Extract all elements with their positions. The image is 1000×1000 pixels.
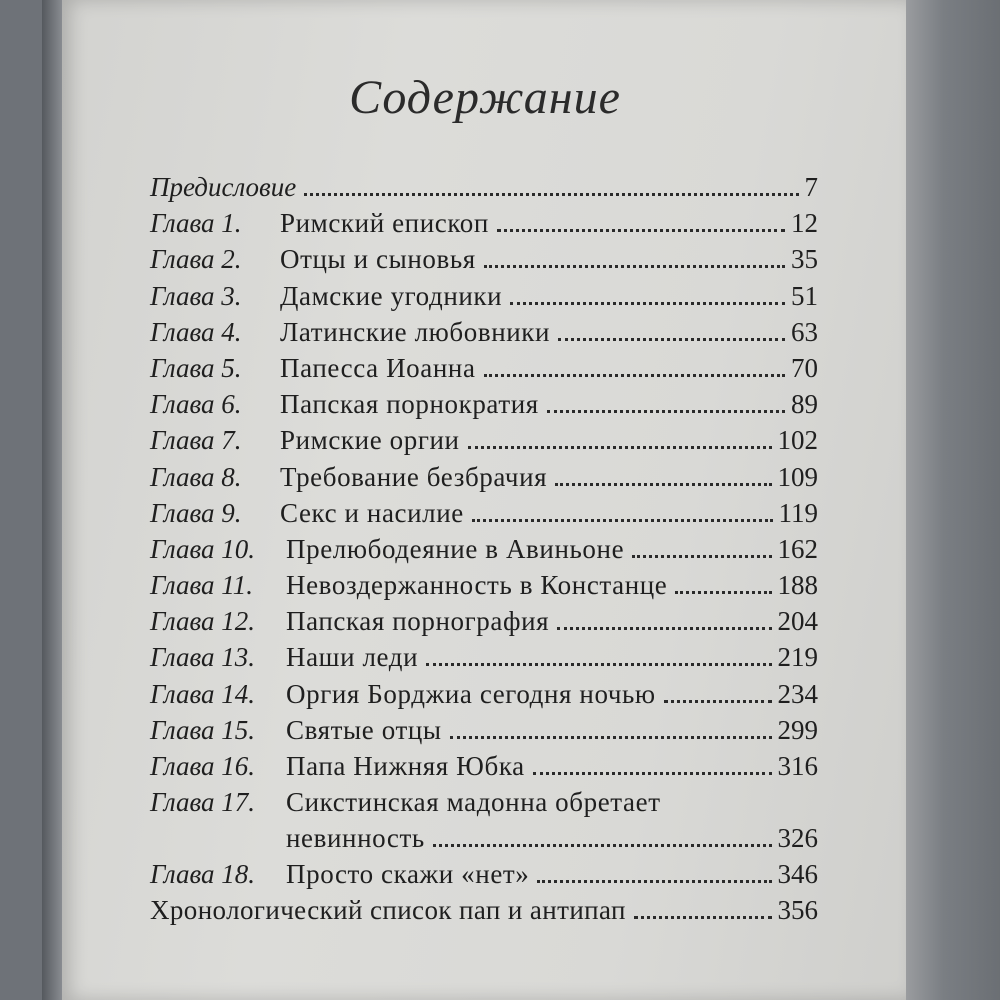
dot-leader: [664, 700, 772, 703]
dot-leader: [426, 663, 771, 666]
page-number: 162: [777, 533, 818, 564]
toc-entry: [150, 353, 818, 389]
chapter-title: Невоздержанность в Констанце: [286, 570, 668, 601]
dot-leader: [497, 229, 785, 232]
chapter-number: Глава 3.: [150, 280, 242, 311]
dot-leader: [533, 772, 772, 775]
chapter-number: Глава 2.: [150, 244, 242, 275]
chapter-number: Глава 6.: [150, 389, 242, 420]
chapter-number: Глава 12.: [150, 606, 256, 637]
table-of-contents: [150, 172, 818, 932]
toc-entry: [150, 244, 818, 280]
page-number: 102: [777, 425, 818, 456]
toc-entry: [150, 281, 818, 317]
page-number: 356: [777, 895, 818, 926]
toc-entry: [150, 317, 818, 353]
chapter-title: Папесса Иоанна: [280, 352, 476, 383]
page-number: 346: [777, 859, 818, 890]
page-number: 70: [791, 352, 818, 383]
chapter-title: Дамские угодники: [280, 280, 503, 311]
page-number: 12: [791, 208, 818, 239]
dot-leader: [547, 410, 785, 413]
page-number: 35: [791, 244, 818, 275]
chapter-title: Папская порнография: [286, 606, 550, 637]
chapter-number: Глава 13.: [150, 642, 256, 673]
chapter-title: Латинские любовники: [280, 316, 551, 347]
toc-entry: [150, 208, 818, 244]
dot-leader: [537, 880, 771, 883]
dot-leader: [510, 302, 785, 305]
chapter-title: Оргия Борджиа сегодня ночью: [286, 678, 656, 709]
page-number: 51: [791, 280, 818, 311]
dot-leader: [450, 736, 772, 739]
toc-entry-preface: [150, 172, 818, 208]
page-number: 109: [777, 461, 818, 492]
toc-entry: [150, 570, 818, 606]
chapter-number: Глава 18.: [150, 859, 256, 890]
page-title: Содержание: [349, 71, 621, 124]
toc-entry: [150, 642, 818, 678]
toc-entry: [150, 606, 818, 642]
dot-leader: [632, 555, 771, 558]
book-edge-right: [906, 0, 1000, 1000]
chapter-number: Глава 17.: [150, 787, 256, 818]
dot-leader: [484, 374, 785, 377]
dot-leader: [433, 844, 772, 847]
preface-label: Предисловие: [150, 172, 297, 202]
chapter-title-continued: невинность: [286, 823, 425, 854]
book-edge-left: [42, 0, 64, 1000]
chapter-number: Глава 16.: [150, 751, 256, 781]
page-number: 316: [777, 751, 818, 781]
chapter-title: Святые отцы: [286, 714, 442, 745]
chapter-title: Римский епископ: [280, 208, 489, 239]
toc-entry: [150, 462, 818, 498]
toc-entry: [150, 389, 818, 425]
toc-entry: [150, 534, 818, 570]
chapter-title: Прелюбодеяние в Авиньоне: [286, 533, 625, 564]
toc-entry: [150, 425, 818, 461]
page-number: 63: [791, 316, 818, 347]
chapter-title: Просто скажи «нет»: [286, 859, 530, 890]
toc-entry: [150, 787, 818, 859]
page-number: 204: [777, 606, 818, 637]
toc-entry-appendix: [150, 895, 818, 931]
chapter-number: Глава 1.: [150, 208, 242, 239]
appendix-title: Хронологический список пап и антипап: [150, 895, 626, 926]
chapter-number: Глава 8.: [150, 461, 242, 492]
toc-entry: [150, 859, 818, 895]
dot-leader: [675, 591, 771, 594]
chapter-title: Римские оргии: [280, 425, 460, 456]
page-number: 234: [777, 678, 818, 709]
chapter-number: Глава 4.: [150, 316, 242, 347]
page-number: 119: [778, 497, 818, 528]
page-number: 299: [777, 714, 818, 745]
chapter-title: Секс и насилие: [280, 497, 464, 528]
chapter-title: Сикстинская мадонна обретает: [286, 787, 661, 818]
chapter-title: Папа Нижняя Юбка: [286, 751, 525, 781]
chapter-number: Глава 7.: [150, 425, 242, 456]
dot-leader: [555, 483, 771, 486]
chapter-number: Глава 14.: [150, 678, 256, 709]
chapter-title: Папская порнократия: [280, 389, 539, 420]
chapter-number: Глава 5.: [150, 352, 242, 383]
chapter-number: Глава 10.: [150, 533, 256, 564]
toc-entry: [150, 679, 818, 715]
dot-leader: [472, 519, 773, 522]
page-number: 89: [791, 389, 818, 420]
page-number: 7: [804, 172, 818, 202]
dot-leader: [484, 265, 785, 268]
dot-leader: [557, 627, 771, 630]
dot-leader: [634, 916, 772, 919]
dot-leader: [558, 338, 785, 341]
toc-entry: [150, 715, 818, 751]
dot-leader: [304, 193, 798, 196]
chapter-number: Глава 9.: [150, 497, 242, 528]
page-number: 219: [777, 642, 818, 673]
toc-entry: [150, 751, 818, 787]
dot-leader: [468, 446, 772, 449]
chapter-number: Глава 11.: [150, 570, 254, 601]
page-number: 188: [777, 570, 818, 601]
chapter-title: Отцы и сыновья: [280, 244, 476, 275]
chapter-title: Наши леди: [286, 642, 419, 673]
chapter-number: Глава 15.: [150, 714, 256, 745]
page-number: 326: [777, 823, 818, 854]
toc-entry: [150, 498, 818, 534]
chapter-title: Требование безбрачия: [280, 461, 548, 492]
